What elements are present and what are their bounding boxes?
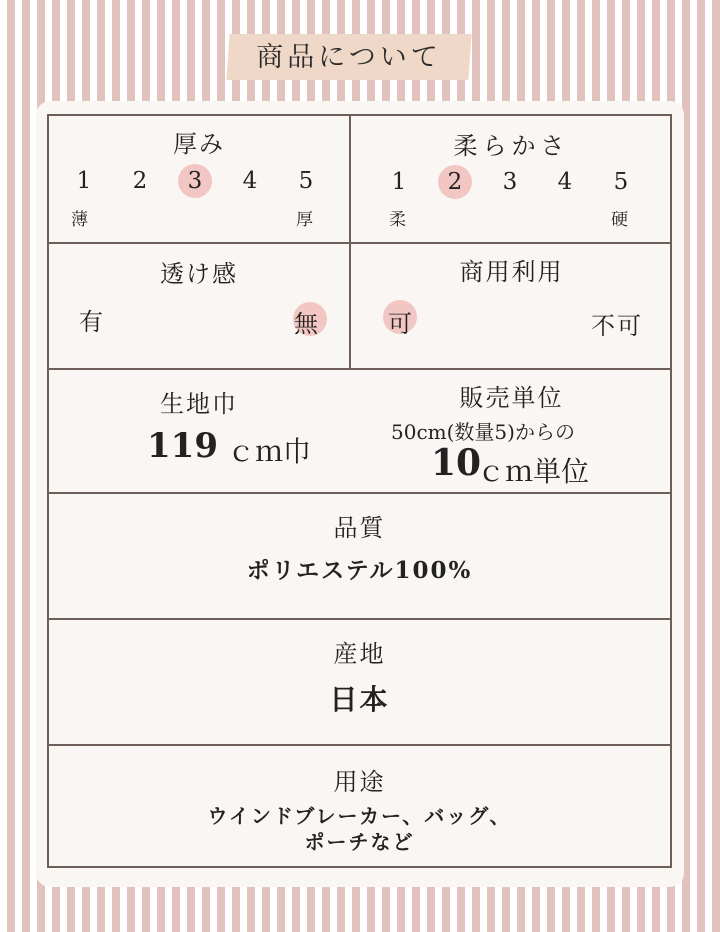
fabric-width-unit: ｃｍ巾: [227, 435, 312, 468]
commercial-use-cell: [351, 244, 672, 368]
commercial-use-label: 商用利用: [459, 258, 564, 286]
thickness-min-label: 薄: [71, 210, 88, 230]
thickness-scale-5: 5: [298, 168, 314, 194]
sales-unit-label: 販売単位: [459, 384, 564, 412]
thickness-scale-2: 2: [132, 168, 148, 194]
sales-unit-cell: [351, 370, 672, 492]
fabric-width-cell: [49, 370, 349, 492]
softness-label: 柔らかさ: [453, 132, 570, 160]
quality-cell: [49, 494, 670, 618]
thickness-scale-1: 1: [76, 168, 92, 194]
quality-value: ポリエステル100%: [246, 557, 473, 584]
usage-line-1: ウインドブレーカー、バッグ、: [207, 804, 512, 828]
softness-max-label: 硬: [611, 210, 628, 230]
softness-min-label: 柔: [389, 210, 406, 230]
thickness-scale-4: 4: [242, 168, 258, 194]
sales-unit-unit: ｃｍ単位: [477, 455, 590, 488]
softness-cell: [351, 116, 672, 242]
section-title: 商品について: [256, 42, 442, 73]
sales-unit-value: 10: [431, 442, 482, 484]
origin-label: 産地: [333, 640, 386, 668]
transparency-option-no: 無: [294, 310, 318, 338]
transparency-option-yes: 有: [79, 308, 103, 336]
origin-cell: [49, 620, 670, 744]
softness-scale-3: 3: [502, 169, 518, 195]
thickness-label: 厚み: [173, 130, 225, 158]
thickness-scale-3: 3: [187, 168, 203, 194]
usage-line-2: ポーチなど: [304, 830, 415, 854]
usage-label: 用途: [333, 768, 386, 796]
quality-label: 品質: [333, 514, 386, 542]
commercial-use-option-no: 不可: [591, 312, 643, 340]
thickness-cell: [49, 116, 349, 242]
spec-table: [47, 114, 672, 868]
usage-cell: [49, 746, 670, 866]
origin-value: 日本: [329, 683, 390, 716]
fabric-width-value: 119: [147, 426, 218, 466]
sales-unit-note: 50cm(数量5)からの: [391, 420, 575, 444]
softness-scale-2: 2: [447, 169, 463, 195]
thickness-max-label: 厚: [296, 210, 313, 230]
softness-scale-5: 5: [613, 169, 629, 195]
fabric-width-label: 生地巾: [160, 390, 238, 418]
transparency-cell: [49, 244, 349, 368]
softness-scale-4: 4: [557, 169, 573, 195]
softness-scale-1: 1: [391, 169, 407, 195]
commercial-use-option-yes: 可: [388, 310, 412, 338]
transparency-label: 透け感: [160, 260, 238, 288]
